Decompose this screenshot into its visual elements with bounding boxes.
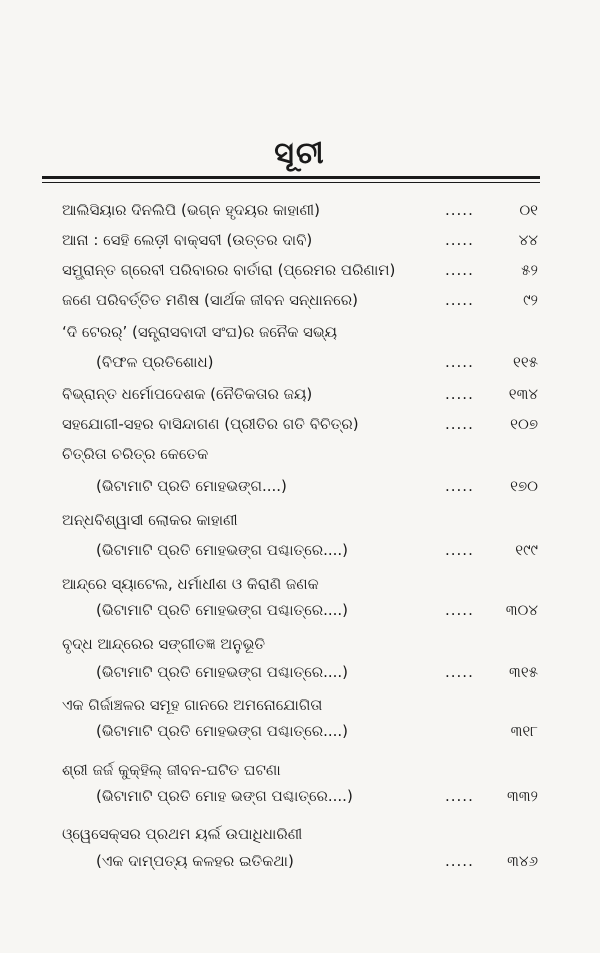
toc-entry-title: ଶ୍ରୀ ଜର୍ଜ କୁକ୍‌ହିଲ୍ ଜୀବନ-ଘଟିତ ଘଟଣା <box>62 761 281 779</box>
toc-entry-subtitle: (ଭିଟାମାଟି ପ୍ରତି ମୋହ ଭଙ୍ଗ ପଶ୍ଚାତ୍‌ରେ....) <box>96 787 353 805</box>
toc-entry-subtitle: (ଭିଟାମାଟି ପ୍ରତି ମୋହଭଙ୍ଗ ପଶ୍ଚାତ୍‌ରେ....) <box>96 601 349 619</box>
toc-entry-title: ସହଯୋଗୀ-ସହର ବାସିନ୍ଦାଗଣ (ପ୍ରୀତିର ଗତି ବିଚିତ୍ର) <box>62 415 359 433</box>
toc-entry-leader: ..... <box>445 201 474 219</box>
toc-entry-page: ୧୩୪ <box>508 385 538 403</box>
toc-entry-title: ଏକ ଗିର୍ଜାଞ୍ଚଳର ସମୂହ ଗାନରେ ଅମନୋଯୋଗିତା <box>62 696 323 714</box>
toc-entry-page: ୩୩୨ <box>506 787 538 805</box>
toc-entry-page: ୯୨ <box>523 291 538 309</box>
toc-entry-title: ଅନ୍ଧବିଶ୍ୱାସୀ ଲୋକର କାହାଣୀ <box>62 511 238 529</box>
toc-entry-page: ୧୦୭ <box>510 415 538 433</box>
toc-entry-leader: ..... <box>445 663 474 681</box>
toc-entry-page: ୦୧ <box>519 201 538 219</box>
toc-entry-leader: ..... <box>445 385 474 403</box>
title-rule-thin <box>42 182 540 183</box>
toc-entry-leader: ..... <box>445 261 474 279</box>
toc-entry-leader: ..... <box>445 601 474 619</box>
toc-entry-title: ଜଣେ ପରିବର୍ତ୍ତିତ ମଣିଷ (ସାର୍ଥକ ଜୀବନ ସନ୍ଧାନରେ) <box>62 291 358 309</box>
toc-entry-leader: ..... <box>445 477 474 495</box>
toc-entry-page: ୪୪ <box>518 231 538 249</box>
toc-entry-subtitle: (ବିଫଳ ପ୍ରତିଶୋଧ) <box>96 353 214 371</box>
toc-entry-title: ଓ୍ୱେସେକ୍ସର ପ୍ରଥମ ୟର୍ଲ ଉପାଧିଧାରିଣୀ <box>62 825 303 843</box>
toc-entry-leader: ..... <box>445 415 474 433</box>
toc-entry-title: ଆଲିସିୟାର ଦିନଲିପି (ଭଗ୍ନ ହୃଦୟର କାହାଣୀ) <box>62 201 320 219</box>
toc-entry-subtitle: (ଭିଟାମାଟି ପ୍ରତି ମୋହଭଙ୍ଗ ପଶ୍ଚାତ୍‌ରେ....) <box>96 722 349 740</box>
toc-entry-page: ୩୪୬ <box>507 852 538 870</box>
toc-entry-leader: ..... <box>445 852 474 870</box>
toc-entry-page: ୧୯୯ <box>515 541 538 559</box>
toc-entry-page: ୧୭୦ <box>510 477 538 495</box>
toc-entry-leader: ..... <box>445 353 474 371</box>
toc-entry-leader: ..... <box>445 291 474 309</box>
toc-entry-page: ୩୦୪ <box>505 601 538 619</box>
toc-entry-title: ଚିତ୍ରିତା ଚରିତ୍ର କେତେକ <box>62 445 209 463</box>
toc-entry-title: ‘ଦି ଟେରର୍’ (ସନ୍ତ୍ରାସବାଦୀ ସଂଘ)ର ଜନୈକ ସଭ୍ୟ <box>62 323 338 341</box>
toc-entry-leader: ..... <box>445 231 474 249</box>
toc-entry-subtitle: (ଏକ ଦାମ୍ପତ୍ୟ କଳହର ଇତିକଥା) <box>96 852 294 870</box>
page-title: ସୂଚୀ <box>274 136 326 171</box>
toc-entry-title: ଆନା : ସେହି ଲେଡ଼ୀ ବାକ୍ସବୀ (ଉତ୍ତର ଦାବି) <box>62 231 313 249</box>
toc-entry-subtitle: (ଭିଟାମାଟି ପ୍ରତି ମୋହଭଙ୍ଗ ପଶ୍ଚାତ୍‌ରେ....) <box>96 663 349 681</box>
toc-entry-page: ୩୧୫ <box>509 663 538 681</box>
toc-entry-title: ବୃଦ୍ଧ ଆନ୍ଦ୍ରେର ସଙ୍ଗୀତଜ୍ଞ ଅନୁଭୂତି <box>62 635 266 653</box>
toc-entry-leader: ..... <box>445 787 474 805</box>
toc-entry-page: ୧୧୫ <box>513 353 538 371</box>
toc-entry-title: ଆନ୍ଦ୍ରେ ସ୍ୟାଟେଲ, ଧର୍ମାଧୀଶ ଓ କିରାଣି ଜଣକ <box>62 575 319 593</box>
toc-entry-page: ୩୧୮ <box>510 722 538 740</box>
toc-entry-title: ବିଭ୍ରାନ୍ତ ଧର୍ମୋପଦେଶକ (ନୈତିକତାର ଜୟ) <box>62 385 313 403</box>
toc-entry-subtitle: (ଭିଟାମାଟି ପ୍ରତି ମୋହଭଙ୍ଗ ପଶ୍ଚାତ୍‌ରେ....) <box>96 541 349 559</box>
toc-entry-subtitle: (ଭିଟାମାଟି ପ୍ରତି ମୋହଭଙ୍ଗ....) <box>96 477 287 495</box>
toc-entry-leader: ..... <box>445 541 474 559</box>
toc-entry-title: ସମ୍ଭ୍ରାନ୍ତ ଗ୍ରେବୀ ପରିବାରର ବାର୍ତାରା (ପ୍ରେମର ପରିଣାମ) <box>62 261 396 279</box>
toc-entry-page: ୫୨ <box>521 261 538 279</box>
title-rule-thick <box>42 176 540 179</box>
